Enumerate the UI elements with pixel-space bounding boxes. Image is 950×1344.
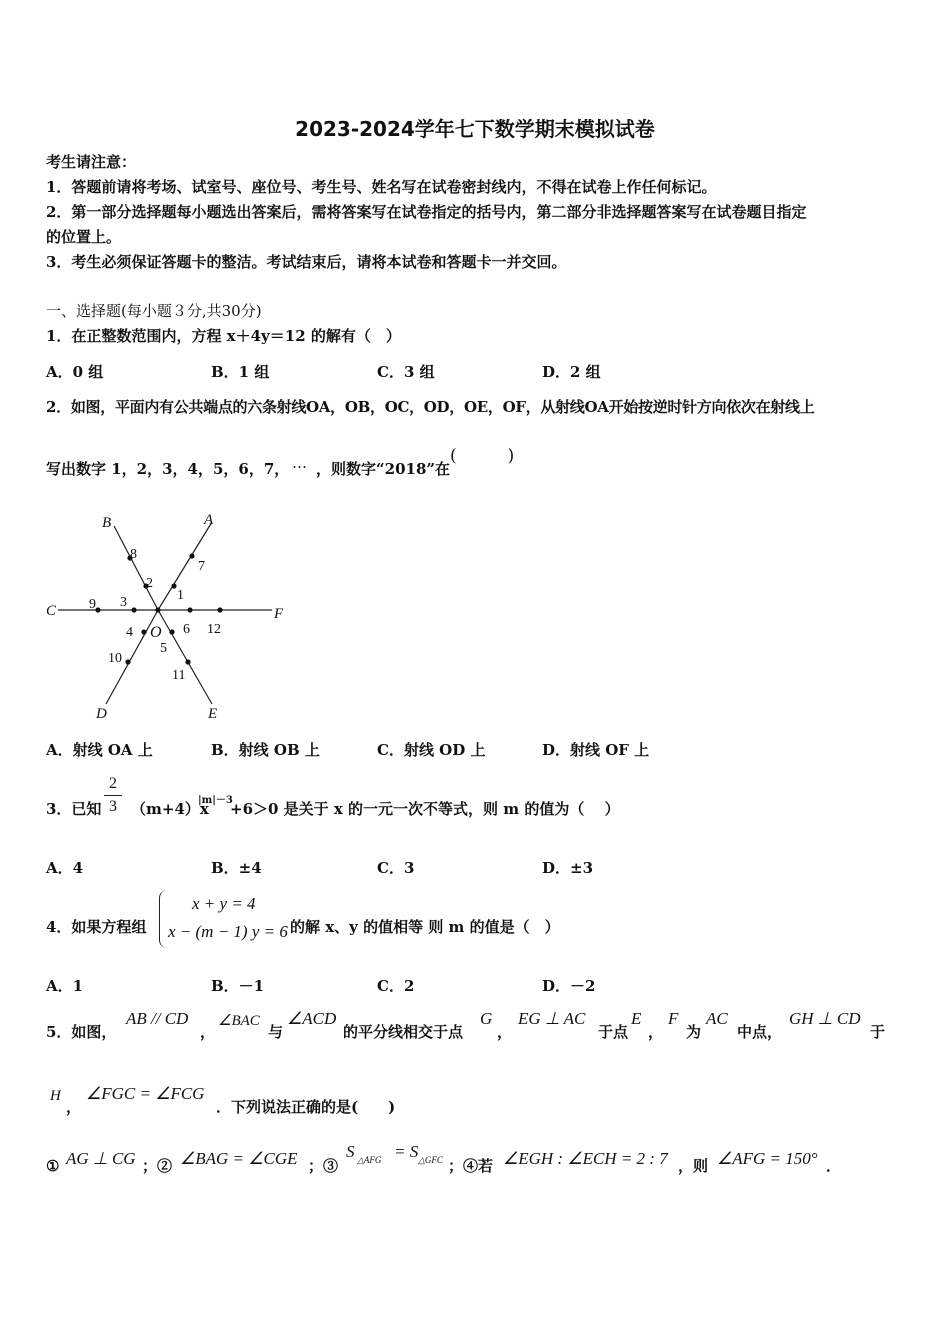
q4-prefix: 4．如果方程组 [46, 918, 147, 936]
q5-math-angle-acd: ∠ACD [287, 1009, 337, 1028]
num-5: 5 [160, 641, 167, 656]
q5-math-gh-perp-cd: GH ⊥ CD [789, 1009, 861, 1028]
q4-equation-2: x − (m − 1) y = 6 [168, 922, 288, 941]
q5-math-sub-gfc: △GFC [418, 1155, 443, 1165]
section-heading: 一、选择题(每小题３分,共30分) [46, 302, 262, 320]
q5-math-eg-perp-ac: EG ⊥ AC [518, 1009, 586, 1028]
label-e: E [208, 706, 218, 722]
num-8: 8 [130, 547, 137, 562]
q5-math-ag-perp-cg: AG ⊥ CG [66, 1149, 136, 1168]
q2-option-d: D．射线 OF 上 [542, 741, 650, 759]
q5-comma-4: ， [66, 1098, 82, 1116]
q3-option-c: C．3 [377, 859, 415, 877]
ray-point-9 [95, 607, 100, 612]
q2-option-c: C．射线 OD 上 [377, 741, 486, 759]
ray-point-12 [217, 607, 222, 612]
q5-math-angle-bac: ∠BAC [218, 1013, 260, 1029]
notice-heading: 考生请注意： [46, 153, 137, 171]
ray-point-3 [131, 607, 136, 612]
q5-math-sub-afg: △AFG [357, 1155, 382, 1165]
q5-claim-1-marker: ① [46, 1157, 60, 1175]
q5-math-angle-bag-eq-cge: ∠BAG = ∠CGE [180, 1149, 298, 1168]
num-12: 12 [207, 622, 221, 637]
q3-body: （m+4）x [131, 800, 209, 818]
label-o: O [150, 624, 162, 641]
label-b: B [102, 515, 112, 531]
q4-equation-1: x + y = 4 [192, 894, 256, 913]
q3-exponent: |m|－3 [198, 795, 233, 806]
ray-point-7 [189, 553, 194, 558]
q3-fraction-denominator: 3 [109, 798, 117, 815]
ray-point-5 [169, 629, 174, 634]
q5-math-h: H [50, 1088, 61, 1104]
label-f: F [274, 606, 284, 622]
q5-text-at: 于 [870, 1023, 886, 1041]
q5-question: ．下列说法正确的是( ) [216, 1098, 396, 1116]
ray-point-11 [185, 659, 190, 664]
q4-option-c: C．2 [377, 977, 415, 995]
q5-text-midpoint: 中点， [737, 1023, 783, 1041]
ray-point-o [155, 607, 160, 612]
q5-comma-3: ， [648, 1023, 664, 1041]
q5-text-and: 与 [268, 1023, 284, 1041]
q3-option-b: B．±4 [211, 859, 262, 877]
num-6: 6 [183, 622, 190, 637]
q2-option-b: B．射线 OB 上 [211, 741, 320, 759]
q4-tail: 的解 x、y 的值相等 则 m 的值是（ ） [290, 918, 560, 936]
num-9: 9 [89, 597, 96, 612]
q5-claim-3-marker: ；③ [308, 1157, 339, 1175]
q5-math-f: F [668, 1009, 679, 1028]
q3-option-d: D．±3 [542, 859, 594, 877]
page-title: 2023-2024学年七下数学期末模拟试卷 [295, 117, 655, 141]
rays-figure [40, 508, 300, 724]
q2-option-a: A．射线 OA 上 [46, 741, 153, 759]
q2-stem-line1: 2．如图，平面内有公共端点的六条射线OA，OB，OC，OD，OE，OF，从射线OA开始按逆时针方向依次在射线上 [46, 398, 815, 416]
q5-period: ． [826, 1157, 842, 1175]
q3-tail: +6＞0 是关于 x 的一元一次不等式，则 m 的值为（ ） [230, 800, 620, 818]
q5-math-eq-s: = S [394, 1142, 419, 1161]
q5-comma-1: ， [200, 1023, 216, 1041]
q3-prefix: 3．已知 [46, 800, 102, 818]
q5-math-angle-fgc-eq-fcg: ∠FGC = ∠FCG [86, 1084, 205, 1103]
q5-text-at-point: 于点 [598, 1023, 629, 1041]
label-c: C [46, 603, 57, 619]
q2-stem-line2: 写出数字 1，2，3，4，5，6，7， [46, 460, 290, 478]
q2-stem-tail: ，则数字“2018”在 [316, 460, 451, 478]
q1-stem: 1．在正整数范围内，方程 x＋4y＝12 的解有（ ） [46, 327, 401, 345]
q3-fraction [104, 774, 122, 817]
ray-point-10 [125, 659, 130, 664]
q5-math-s: S [346, 1142, 355, 1161]
label-a: A [204, 512, 214, 528]
q2-answer-paren: ( ) [450, 446, 515, 466]
q4-option-b: B．－1 [211, 977, 265, 995]
q5-comma-2: ， [497, 1023, 513, 1041]
ray-point-4 [141, 629, 146, 634]
q5-math-e: E [631, 1009, 642, 1028]
num-4: 4 [126, 625, 133, 640]
notice-item-1: 1．答题前请将考场、试室号、座位号、考生号、姓名写在试卷密封线内，不得在试卷上作任何标记。 [46, 178, 717, 196]
num-10: 10 [108, 651, 122, 666]
q5-text-then: ，则 [678, 1157, 709, 1175]
notice-item-2: 2．第一部分选择题每小题选出答案后，需将答案写在试卷指定的括号内，第二部分非选择题答案写在试卷题目指定 [46, 203, 807, 221]
q5-text-is: 为 [686, 1023, 702, 1041]
q5-math-ratio: ∠EGH : ∠ECH = 2 : 7 [503, 1149, 668, 1168]
num-2: 2 [146, 576, 153, 591]
q5-text-bisectors: 的平分线相交于点 [343, 1023, 464, 1041]
ray-point-1 [171, 583, 176, 588]
q2-ellipsis: … [292, 454, 307, 472]
label-d: D [96, 706, 107, 722]
notice-item-3: 3．考生必须保证答题卡的整洁。考试结束后，请将本试卷和答题卡一并交回。 [46, 253, 567, 271]
q5-math-ac: AC [706, 1009, 728, 1028]
num-3: 3 [120, 595, 127, 610]
notice-item-2-cont: 的位置上。 [46, 228, 122, 246]
q1-option-c: C．3 组 [377, 363, 435, 381]
q3-option-a: A．4 [46, 859, 84, 877]
ray-point-6 [187, 607, 192, 612]
q5-math-g: G [480, 1009, 493, 1028]
q1-option-b: B．1 组 [211, 363, 270, 381]
num-1: 1 [177, 588, 184, 603]
q1-option-a: A．0 组 [46, 363, 104, 381]
q1-option-d: D．2 组 [542, 363, 601, 381]
q3-fraction-numerator: 2 [109, 775, 117, 792]
q4-option-a: A．1 [46, 977, 84, 995]
q5-claim-2-marker: ；② [142, 1157, 173, 1175]
num-7: 7 [198, 559, 205, 574]
q5-prefix: 5．如图， [46, 1023, 117, 1041]
num-11: 11 [172, 668, 186, 683]
q5-math-angle-afg-150: ∠AFG = 150° [717, 1149, 818, 1168]
q4-option-d: D．－2 [542, 977, 596, 995]
q5-claim-4-marker: ；④若 [448, 1157, 494, 1175]
q5-math-ab-parallel-cd: AB // CD [126, 1009, 189, 1028]
